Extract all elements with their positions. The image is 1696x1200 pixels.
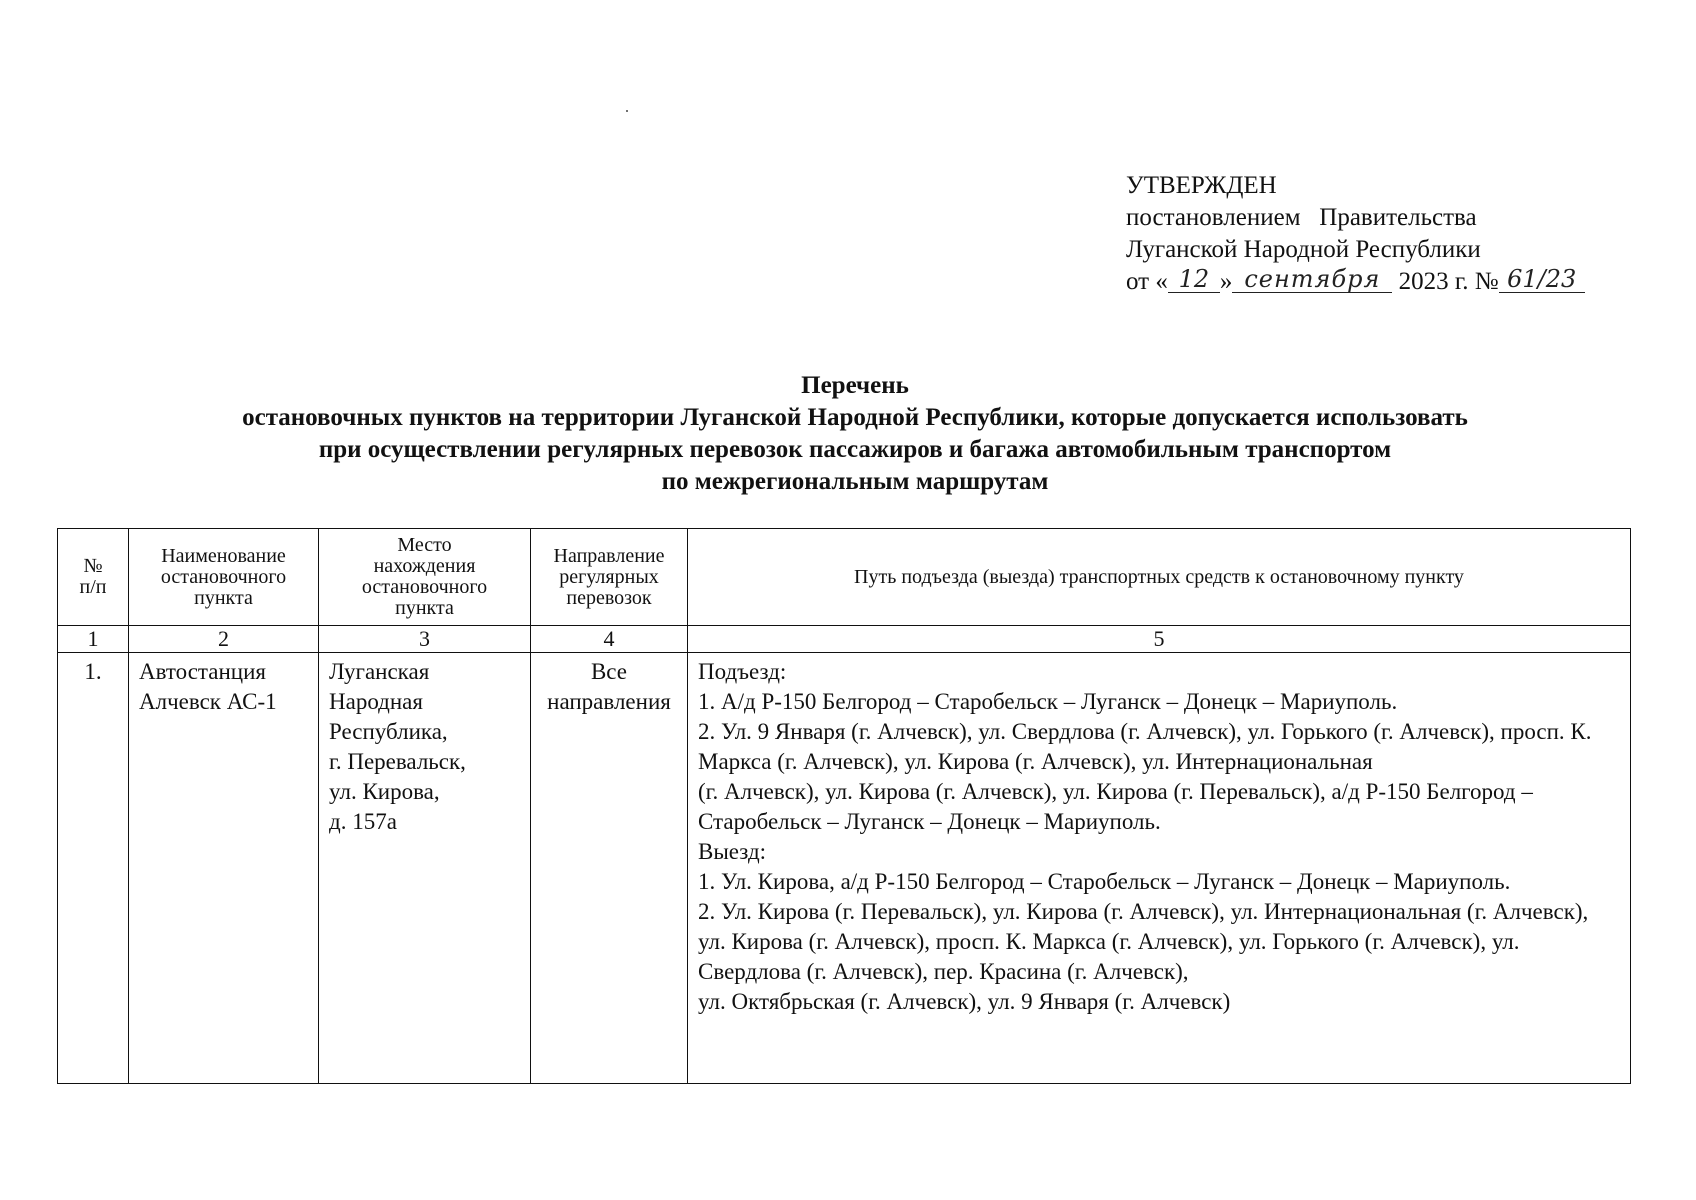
route-direction: Все направления <box>531 653 688 1084</box>
table-row <box>58 653 1631 1084</box>
route-line: Подъезд: <box>698 659 787 684</box>
scan-speck <box>626 110 628 112</box>
column-number: 3 <box>319 626 531 653</box>
stop-name: Автостанция Алчевск АС-1 <box>129 653 319 1084</box>
approval-line-resolution: постановлением Правительства <box>1126 204 1477 231</box>
date-prefix: от « <box>1126 268 1168 295</box>
header-direction: Направление регулярных перевозок <box>531 529 688 626</box>
stops-table <box>57 528 1631 1084</box>
title-line-3: при осуществлении регулярных перевозок пассажиров и багажа автомобильным транспортом <box>318 436 1392 463</box>
approval-date-line <box>1126 266 1585 298</box>
title-line-2: остановочных пунктов на территории Луганской Народной Республики, которые допускается использовать <box>242 404 1468 431</box>
date-year-number-label: 2023 г. № <box>1392 268 1499 295</box>
route-line: ул. Октябрьская (г. Алчевск), ул. 9 Января (г. Алчевск) <box>698 989 1231 1014</box>
header-stop-location: Место нахождения остановочного пункта <box>319 529 531 626</box>
column-number: 2 <box>129 626 319 653</box>
header-access-route: Путь подъезда (выезда) транспортных средств к остановочному пункту <box>688 529 1631 626</box>
route-line: 2. Ул. Кирова (г. Перевальск), ул. Кирова (г. Алчевск), ул. Интернациональная (г. Алчевск), ул. Кирова (г. Алчевск), просп. К. Маркса (г. Алчевск), ул. Горького (г. Алчевск), ул. Свердлова (г. Алчевск), пер. Красина (г. Алчевск), <box>698 899 1589 984</box>
handwritten-resolution-number: 61/23 <box>1499 266 1585 293</box>
route-line: 2. Ул. 9 Января (г. Алчевск), ул. Свердлова (г. Алчевск), ул. Горького (г. Алчевск), просп. К. Маркса (г. Алчевск), ул. Кирова (г. Алчевск), ул. Интернациональная <box>698 719 1592 774</box>
title-line-1: Перечень <box>801 372 909 399</box>
handwritten-month: сентября <box>1232 266 1392 293</box>
column-number: 4 <box>531 626 688 653</box>
approval-line-government: Луганской Народной Республики <box>1126 236 1481 263</box>
date-quote-close: » <box>1219 268 1233 295</box>
column-number: 5 <box>688 626 1631 653</box>
header-stop-name: Наименование остановочного пункта <box>129 529 319 626</box>
title-line-4: по межрегиональным маршрутам <box>661 468 1049 495</box>
column-number: 1 <box>58 626 129 653</box>
row-number: 1. <box>58 653 129 1084</box>
document-title <box>60 370 1650 498</box>
route-line: Выезд: <box>698 839 767 864</box>
access-route <box>688 653 1631 1084</box>
route-line: (г. Алчевск), ул. Кирова (г. Алчевск), ул. Кирова (г. Перевальск), а/д Р-150 Белгород – Старобельск – Луганск – Донецк – Мариуполь. <box>698 779 1533 834</box>
table-header-row <box>58 529 1631 626</box>
stop-location: Луганская Народная Республика, г. Перевальск, ул. Кирова, д. 157а <box>319 653 531 1084</box>
handwritten-day: 12 <box>1168 266 1220 293</box>
approval-heading: УТВЕРЖДЕН <box>1126 172 1277 199</box>
header-number: № п/п <box>58 529 129 626</box>
column-number-row <box>58 626 1631 653</box>
route-line: 1. Ул. Кирова, а/д Р-150 Белгород – Старобельск – Луганск – Донецк – Мариуполь. <box>698 869 1511 894</box>
route-line: 1. А/д Р-150 Белгород – Старобельск – Луганск – Донецк – Мариуполь. <box>698 689 1398 714</box>
approval-stamp-block <box>1126 170 1585 298</box>
